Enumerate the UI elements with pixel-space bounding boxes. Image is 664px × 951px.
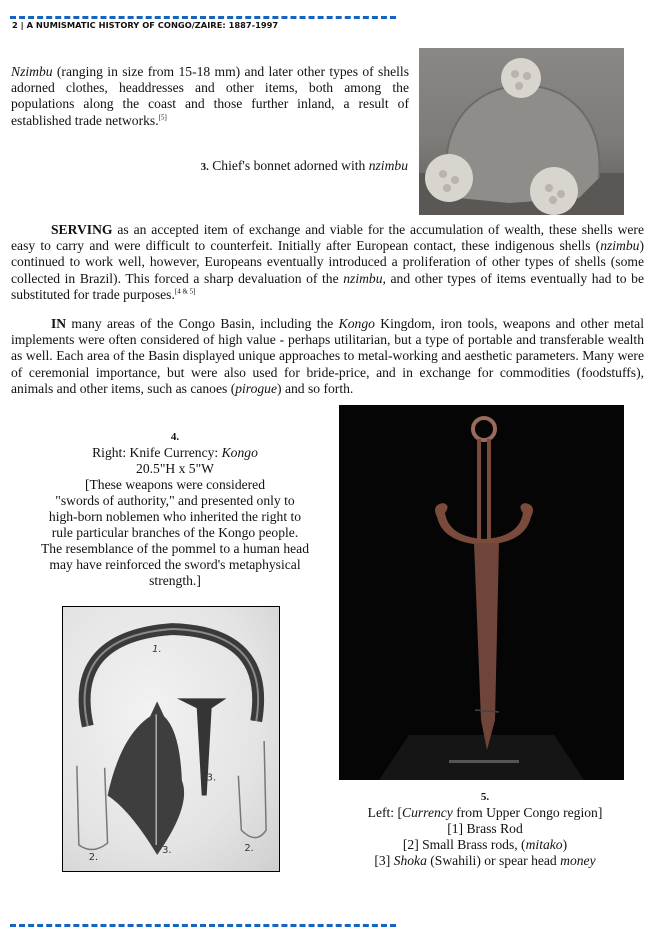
label-2-left: 2. — [88, 851, 99, 863]
footnote-ref[interactable]: [4 & 5] — [174, 287, 196, 296]
footer-rule — [10, 924, 396, 927]
figure-number: 5. — [480, 791, 490, 803]
label-1: 1. — [152, 643, 162, 655]
paragraph-text: (ranging in size from 15-18 mm) and later other types of shells adorned clothes, headdresses and other items, both among the populations along the coast and those further inland, a result of established trade networks. — [11, 64, 409, 128]
paragraph-metal-implements — [11, 316, 644, 397]
paragraph-text: Kingdom, iron tools, weapons and other metal implements were often considered of high value - perhaps utilitarian, but a type of portable and transferable wealth as well. Each area of the Basin displayed unique approaches to metal-working and aesthetic parameters. Many were of ceremonial importance, but were also used for bride-price, and in exchange for commodities (foodstuffs), animals and other items, such as canoes ( — [11, 316, 644, 396]
header-rule — [10, 16, 396, 19]
figure-number: 4. — [170, 431, 180, 443]
caption-italic: nzimbu — [368, 158, 408, 173]
caption-line: [2] Small Brass rods, (mitako) — [402, 837, 568, 852]
term-kongo: Kongo — [221, 445, 258, 460]
paragraph-text: ) continued to work well, however, Europeans eventually introduced a proliferation of other types of shells (some collected in Brazil). This forced a sharp devaluation of the — [11, 238, 644, 286]
caption-line: [1] Brass Rod — [447, 821, 523, 836]
term-currency: Currency — [402, 805, 453, 820]
caption-line: [3] Shoka (Swahili) or spear head money — [374, 853, 596, 868]
currency-illustration — [63, 607, 279, 871]
paragraph-serving — [11, 222, 644, 303]
caption-line: Left: [Currency from Upper Congo region] — [367, 805, 603, 820]
figure-4-caption — [40, 429, 310, 589]
term-nzimbu: nzimbu, — [343, 270, 386, 286]
running-head: 2 | A NUMISMATIC HISTORY OF CONGO/ZAIRE: 1887-1997 — [12, 20, 279, 30]
figure-number: 3. — [200, 161, 209, 173]
term-nzimbu: nzimbu — [600, 238, 640, 254]
term-mitako: mitako — [525, 837, 563, 852]
term-shoka: Shoka — [393, 853, 427, 868]
term-kongo: Kongo — [338, 316, 375, 331]
label-3-center: 3. — [162, 844, 172, 856]
caption-description: "swords of authority," and presented only to high-born noblemen who inherited the right to rule particular branches of the Kongo people. The resemblance of the pommel to a human head may have reinforced the sword's metaphysical strength.] — [41, 493, 309, 588]
label-3-right: 3. — [206, 772, 217, 784]
bonnet-photo — [419, 48, 624, 215]
caption-line: Right: Knife Currency: Kongo — [92, 445, 258, 460]
paragraph-nzimbu — [11, 64, 409, 129]
term-money: money — [560, 853, 596, 868]
knife-illustration — [339, 405, 624, 780]
term-nzimbu: Nzimbu — [11, 64, 53, 79]
caption-dimensions: 20.5"H x 5"W — [136, 461, 214, 476]
caption-line: [These weapons were considered — [84, 477, 266, 492]
paragraph-text: many areas of the Congo Basin, including the — [66, 316, 339, 331]
paragraph-text: as an accepted item of exchange and viable for the accumulation of wealth, these shells were easy to carry and were difficult to counterfeit. Initially after European contact, these indigenous shells ( — [11, 222, 644, 254]
lead-word: IN — [51, 316, 67, 331]
bonnet-illustration — [419, 48, 624, 215]
caption-text: Chief's bonnet adorned with — [208, 158, 369, 173]
knife-currency-photo — [339, 405, 624, 780]
figure-3-caption — [120, 158, 408, 174]
footnote-ref[interactable]: [5] — [158, 113, 167, 122]
paragraph-text: ) and so forth. — [277, 380, 354, 396]
figure-5-caption — [330, 789, 640, 869]
term-pirogue: pirogue — [235, 380, 278, 396]
upper-congo-currency-photo — [62, 606, 280, 872]
paragraph-text: and other types of items eventually had to be substituted for trade purposes. — [11, 270, 644, 302]
label-2-right: 2. — [244, 842, 254, 854]
lead-word: SERVING — [51, 222, 113, 237]
